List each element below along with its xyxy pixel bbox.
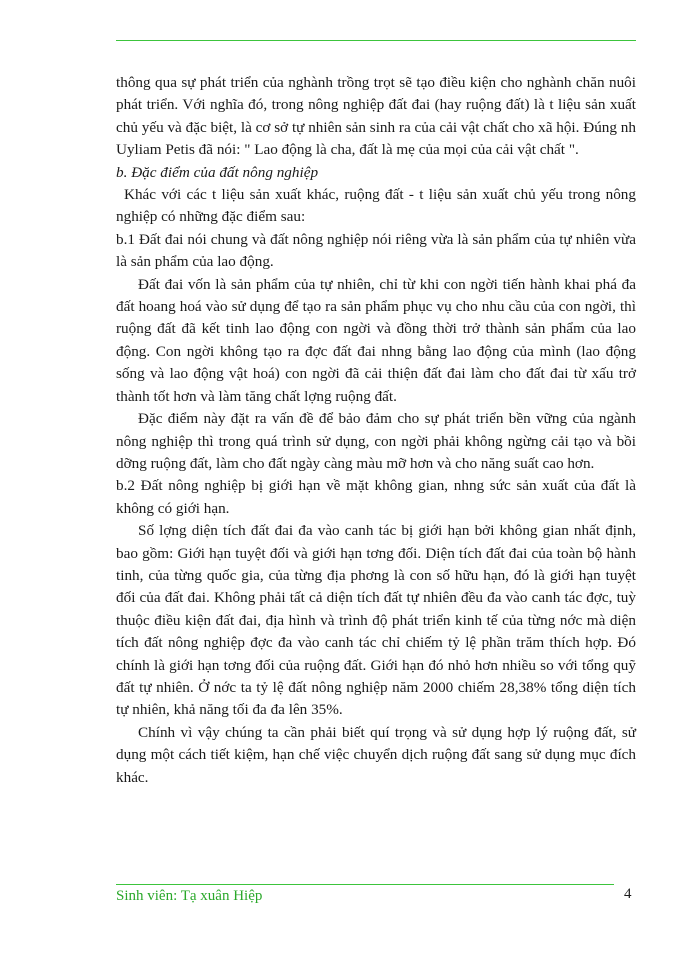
footer-rule [116,884,614,885]
subheading-b1: b.1 Đất đai nói chung và đất nông nghiệp nói riêng vừa là sản phẩm của tự nhiên vừa là sản phẩm của lao động. [116,230,636,271]
paragraph-characteristics-intro: Khác với các t liệu sản xuất khác, ruộng đất - t liệu sản xuất chủ yếu trong nông nghiệp có những đặc điểm sau: [116,186,636,226]
paragraph-b1-body: Đất đai vốn là sản phẩm của tự nhiên, chỉ từ khi con ngời tiến hành khai phá đa đất hoang hoá vào sử dụng để tạo ra sản phẩm phục vụ cho nhu cầu của con ngời, thì ruộng đất đã kết tinh lao động con ngời và đồng thời trở thành sản phẩm của lao động. Con ngời không tạo ra đợc đất đai nhng bằng lao động của mình (lao động sống và lao động vật hoá) con ngời đã cải thiện đất đai làm cho đất đai từ xấu trở thành tốt hơn và làm tăng chất lợng ruộng đất. [116,275,636,405]
section-heading-b: b. Đặc điểm của đất nông nghiệp [116,163,319,181]
paragraph-b1-implication: Đặc điểm này đặt ra vấn đề để bảo đảm cho sự phát triển bền vững của ngành nông nghiệp thì trong quá trình sử dụng, con ngời phải không ngừng cải tạo và bồi dỡng ruộng đất, làm cho đất ngày càng màu mỡ hơn và cho năng suất cao hơn. [116,410,636,472]
page-body [116,72,636,789]
footer-student-name: Sinh viên: Tạ xuân Hiệp [116,888,263,904]
paragraph-intro-continuation: thông qua sự phát triển của nghành trồng trọt sẽ tạo điều kiện cho nghành chăn nuôi phát triển. Với nghĩa đó, trong nông nghiệp đất đai (hay ruộng đất) là t liệu sản xuất chủ yếu và đặc biệt, là cơ sở tự nhiên sản sinh ra của cải vật chất cho xã hội. Đúng nh Uyliam Petis đã nói: " Lao động là cha, đất là mẹ của mọi của cải vật chất ". [116,74,636,159]
paragraph-conclusion: Chính vì vậy chúng ta cần phải biết quí trọng và sử dụng hợp lý ruộng đất, sử dụng một cách tiết kiệm, hạn chế việc chuyển dịch ruộng đất sang sử dụng mục đích khác. [116,723,636,786]
header-rule [116,40,636,41]
page-number: 4 [624,886,632,902]
paragraph-b2-body: Số lợng diện tích đất đai đa vào canh tác bị giới hạn bởi không gian nhất định, bao gồm: Giới hạn tuyệt đối và giới hạn tơng đối. Diện tích đất đai của toàn bộ hành tinh, của từng quốc gia, của từng địa phơng là con số hữu hạn, đó là giới hạn tuyệt đối của đất đai. Không phải tất cả diện tích đất tự nhiên đều đa vào canh tác đợc, tuỳ thuộc điều kiện đất đai, địa hình và trình độ phát triển kinh tế của từng nớc mà diện tích đất nông nghiệp đợc đa vào canh tác chỉ chiếm tỷ lệ phần trăm thích hợp. Đó chính là giới hạn tơng đối của ruộng đất. Giới hạn đó nhỏ hơn nhiều so với tổng quỹ đất tự nhiên. Ở nớc ta tỷ lệ đất nông nghiệp năm 2000 chiếm 28,38% tổng diện tích tự nhiên, khả năng tối đa đa lên 35%. [116,522,636,719]
subheading-b2: b.2 Đất nông nghiệp bị giới hạn về mặt không gian, nhng sức sản xuất của đất là không có giới hạn. [116,477,636,517]
